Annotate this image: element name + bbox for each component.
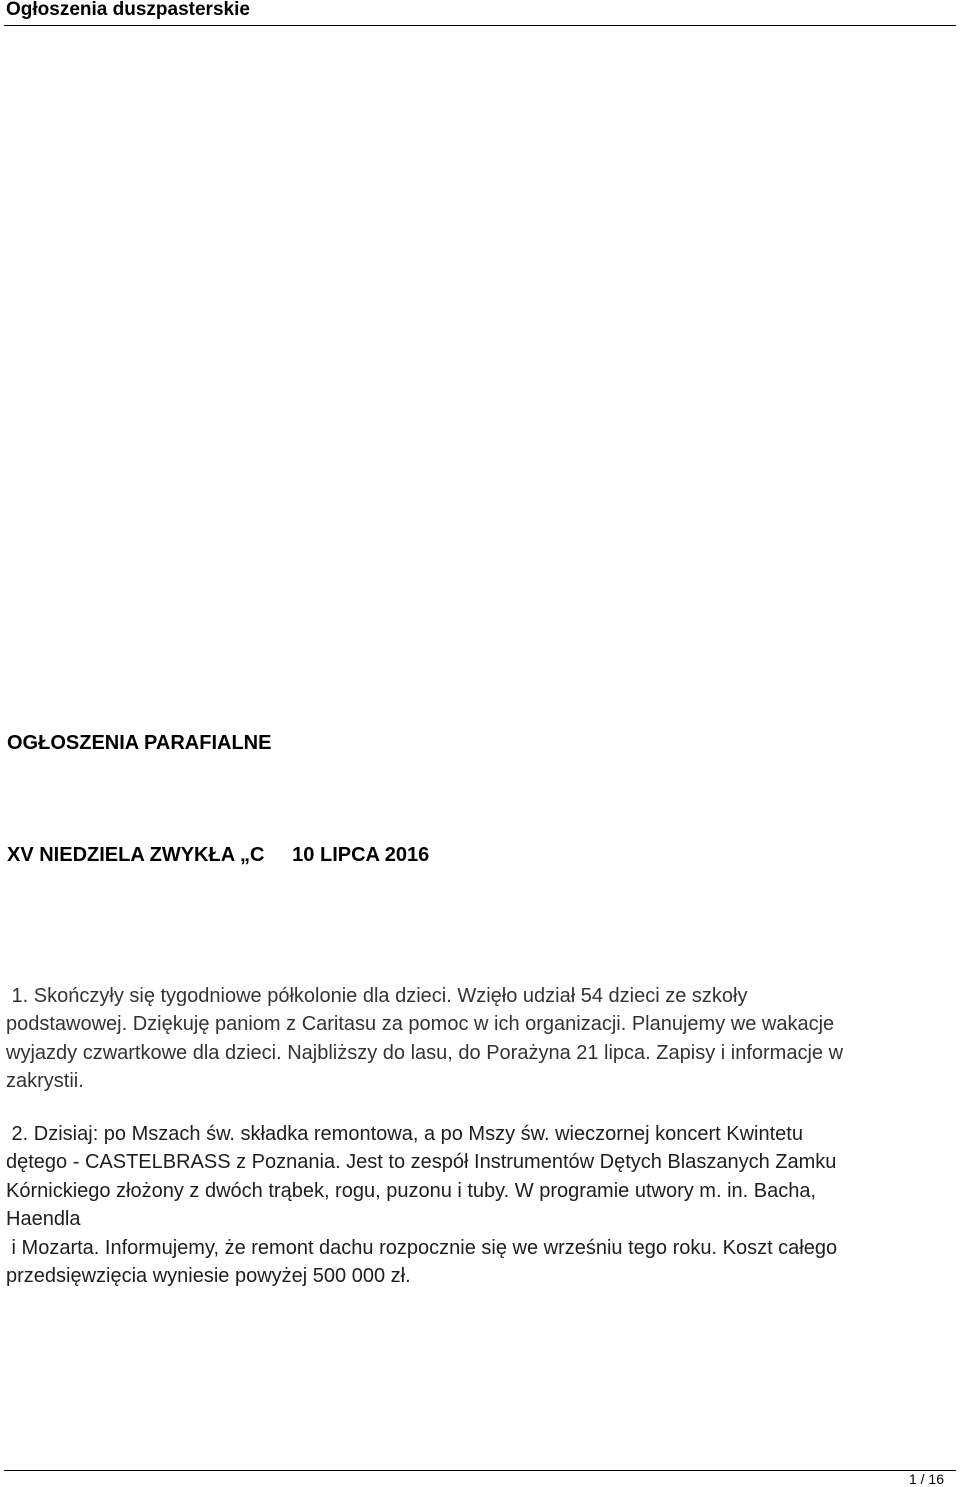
paragraph-line: Haendla [6, 1208, 81, 1231]
paragraph-line: przedsięwzięcia wyniesie powyżej 500 000 zł. [6, 1265, 411, 1288]
paragraph-line: 2. Dzisiaj: po Mszach św. składka remontowa, a po Mszy św. wieczornej koncert Kwintetu [6, 1123, 803, 1145]
paragraph-line: 1. Skończyły się tygodniowe półkolonie dla dzieci. Wzięło udział 54 dzieci ze szkoły [6, 985, 748, 1007]
header-divider [4, 25, 956, 26]
document-header-title: Ogłoszenia duszpasterskie [6, 0, 250, 20]
announcement-paragraph-1 [6, 982, 941, 1096]
paragraph-line: i Mozarta. Informujemy, że remont dachu rozpocznie się we wrześniu tego roku. Koszt całego [6, 1236, 838, 1259]
sunday-date-heading: XV NIEDZIELA ZWYKŁA „C 10 LIPCA 2016 [7, 844, 430, 866]
paragraph-line: zakrystii. [6, 1070, 84, 1093]
footer-divider [4, 1470, 956, 1471]
announcements-heading: OGŁOSZENIA PARAFIALNE [7, 732, 272, 754]
paragraph-line: dętego - CASTELBRASS z Poznania. Jest to zespół Instrumentów Dętych Blaszanych Zamku [6, 1151, 837, 1174]
page-number: 1 / 16 [908, 1471, 944, 1487]
paragraph-line: podstawowej. Dziękuję paniom z Caritasu za pomoc w ich organizacji. Planujemy we wakacje [6, 1013, 835, 1036]
paragraph-line: Kórnickiego złożony z dwóch trąbek, rogu, puzonu i tuby. W programie utwory m. in. Bacha, [6, 1179, 817, 1202]
announcement-paragraph-2 [6, 1120, 941, 1290]
paragraph-line: wyjazdy czwartkowe dla dzieci. Najbliższy do lasu, do Porażyna 21 lipca. Zapisy i informacje w [6, 1041, 844, 1064]
